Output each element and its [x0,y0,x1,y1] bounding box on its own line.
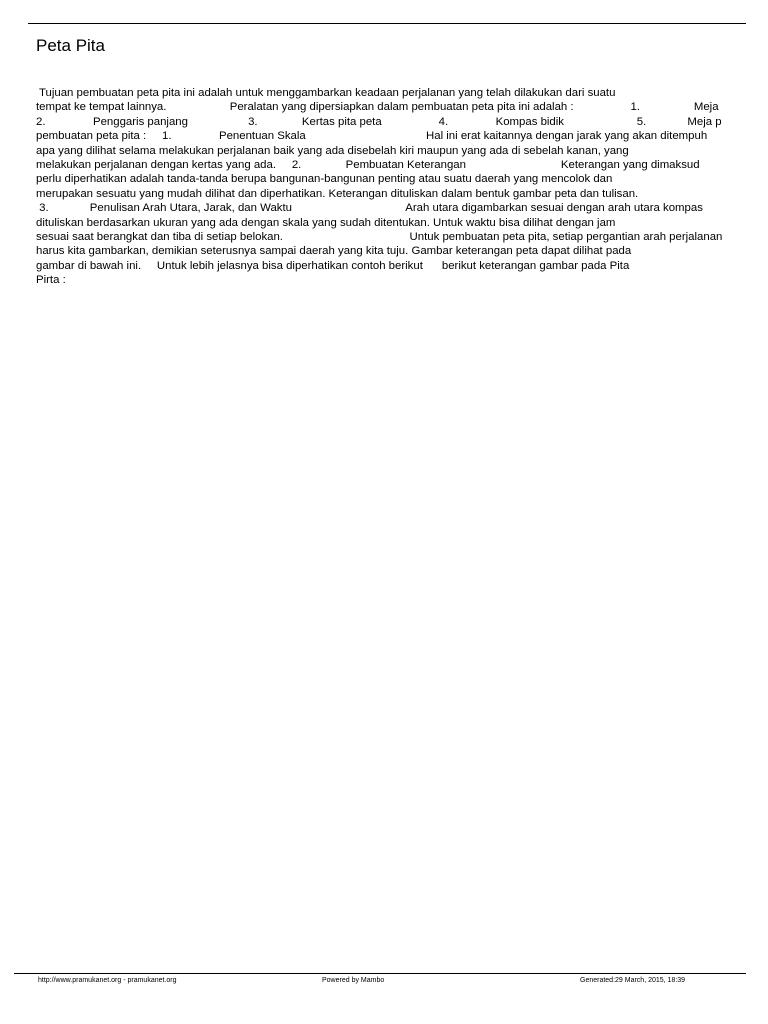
body-line: harus kita gambarkan, demikian seterusnya sampai daerah yang kita tuju. Gambar keterangan peta dapat dilihat pada [36,245,632,258]
body-line: gambar di bawah ini. Untuk lebih jelasnya bisa diperhatikan contoh berikut berikut keterangan gambar pada Pita [36,259,630,272]
top-rule [28,23,746,24]
body-line: Tujuan pembuatan peta pita ini adalah untuk menggambarkan keadaan perjalanan yang telah dilakukan dari suatu [36,87,616,99]
body-line: 3. Penulisan Arah Utara, Jarak, dan Waktu Arah utara digambarkan sesuai dengan arah utara kompas [36,202,703,215]
body-line: merupakan sesuatu yang mudah dilihat dan diperhatikan. Keterangan dituliskan dalam bentuk gambar peta dan tulisan. [36,187,639,200]
body-line: perlu diperhatikan adalah tanda-tanda berupa bangunan-bangunan penting atau suatu daerah yang mencolok dan [36,173,613,186]
body-line: 2. Penggaris panjang 3. Kertas pita peta 4. Kompas bidik 5. Meja p [36,115,722,128]
body-text [36,86,768,287]
footer-site-link[interactable]: http://www.pramukanet.org - pramukanet.org [38,977,177,984]
body-line: sesuai saat berangkat dan tiba di setiap belokan. Untuk pembuatan peta pita, setiap pergantian arah perjalanan [36,230,723,243]
body-line: dituliskan berdasarkan ukuran yang ada dengan skala yang sudah ditentukan. Untuk waktu bisa dilihat dengan jam [36,216,616,229]
body-line: apa yang dilihat selama melakukan perjalanan baik yang ada disebelah kiri maupun yang ada di sebelah kanan, yang [36,144,629,157]
body-line: pembuatan peta pita : 1. Penentuan Skala Hal ini erat kaitannya dengan jarak yang akan ditempuh [36,130,708,143]
footer-powered-by: Powered by Mambo [322,977,385,984]
body-line: tempat ke tempat lainnya. Peralatan yang dipersiapkan dalam pembuatan peta pita ini adalah : 1. Meja [36,101,719,114]
page-title: Peta Pita [36,36,105,55]
bottom-rule [14,973,746,974]
body-line: Pirta : [36,274,66,287]
body-line: melakukan perjalanan dengan kertas yang ada. 2. Pembuatan Keterangan Keterangan yang dimaksud [36,158,700,171]
footer-generated-date: Generated:29 March, 2015, 18:39 [580,977,686,984]
